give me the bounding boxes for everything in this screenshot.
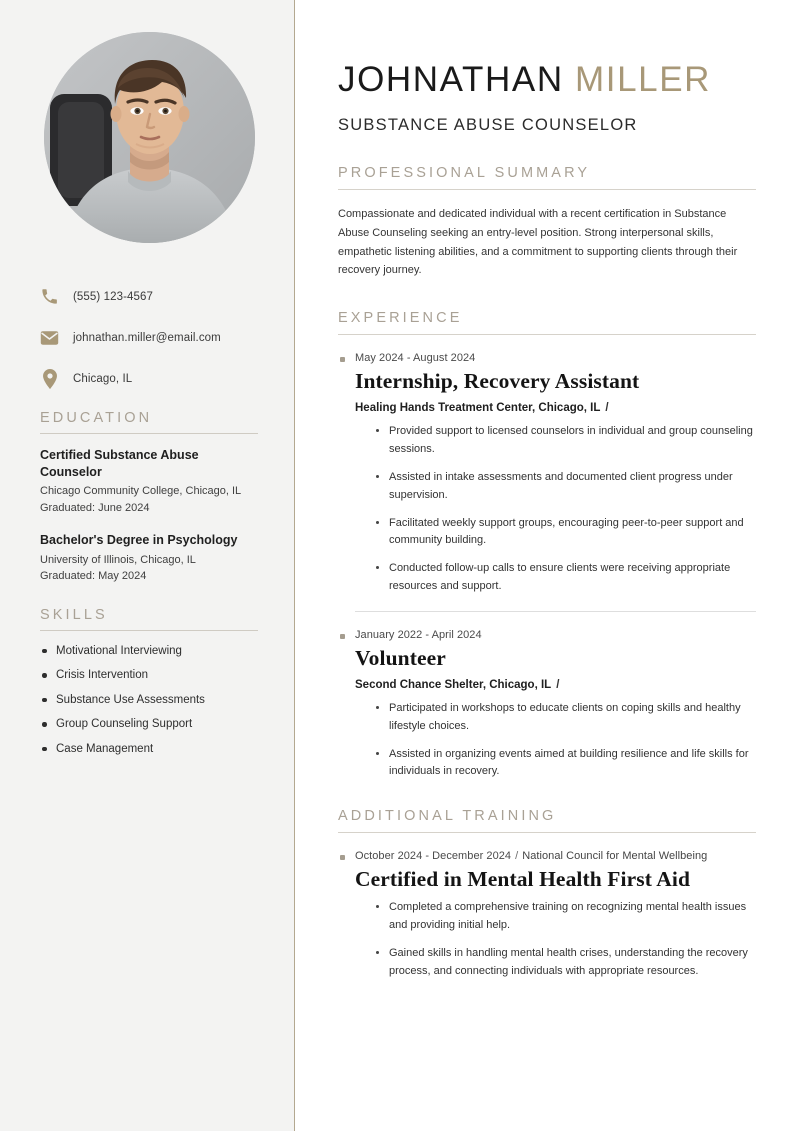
contact-phone[interactable]: [40, 287, 258, 306]
profile-photo-wrap: [40, 32, 258, 243]
contact-list: [40, 287, 258, 388]
contact-email[interactable]: [40, 328, 258, 347]
job-title: SUBSTANCE ABUSE COUNSELOR: [338, 115, 638, 134]
entry-bullets: [376, 700, 756, 781]
training-heading: ADDITIONAL TRAINING: [338, 808, 557, 825]
entry-bullets: [376, 423, 756, 596]
entry-dates: January 2022 - April 2024: [338, 629, 756, 641]
list-item: Substance Use Assessments: [40, 693, 258, 709]
entry-company-slash: /: [556, 678, 560, 691]
entry-company: [355, 402, 756, 414]
profile-photo: [44, 32, 255, 243]
education-section: [40, 410, 258, 585]
skills-heading: SKILLS: [40, 606, 108, 623]
list-item: Group Counseling Support: [40, 717, 258, 733]
education-item: [40, 532, 258, 585]
entry-company-slash: /: [605, 402, 609, 415]
education-item: [40, 447, 258, 516]
envelope-icon: [40, 328, 59, 347]
experience-heading: EXPERIENCE: [338, 310, 463, 327]
entry-title: Certified in Mental Health First Aid: [355, 867, 691, 892]
summary-rule: [338, 189, 756, 190]
education-degree: Certified Substance Abuse Counselor: [40, 448, 199, 479]
entry-divider: [355, 611, 756, 612]
summary-section: [338, 165, 756, 281]
education-rule: [40, 433, 258, 434]
training-entry: [338, 850, 756, 980]
map-pin-icon: [40, 369, 59, 388]
list-item: Conducted follow-up calls to ensure clients were receiving appropriate resources and support.: [376, 560, 756, 596]
training-rule: [338, 832, 756, 833]
list-item: Motivational Interviewing: [40, 644, 258, 660]
contact-location[interactable]: [40, 369, 258, 388]
list-item: Assisted in organizing events aimed at building resilience and life skills for individuals in recovery.: [376, 746, 756, 782]
sidebar: [0, 0, 295, 1131]
education-degree: Bachelor's Degree in Psychology: [40, 533, 238, 548]
experience-rule: [338, 334, 756, 335]
list-item: Gained skills in handling mental health crises, understanding the recovery process, and connecting individuals with appropriate resources.: [376, 945, 756, 981]
entry-title: Internship, Recovery Assistant: [355, 369, 640, 394]
entry-dates: [338, 850, 756, 862]
skills-list: [40, 644, 258, 758]
entry-company-name: Healing Hands Treatment Center, Chicago, IL: [355, 402, 601, 415]
list-item: Assisted in intake assessments and documented client progress under supervision.: [376, 469, 756, 505]
last-name: MILLER: [575, 60, 712, 99]
summary-text: Compassionate and dedicated individual with a recent certification in Substance Abuse Counseling seeking an entry-level position. Strong interpersonal skills, empathetic listening abilities, and a commitment to supporting clients through their recovery journey.: [338, 207, 738, 277]
list-item: Case Management: [40, 742, 258, 758]
first-name: JOHNATHAN: [338, 60, 564, 99]
list-item: Provided support to licensed counselors in individual and group counseling sessions.: [376, 423, 756, 459]
skills-rule: [40, 630, 258, 631]
entry-bullets: [376, 899, 756, 980]
education-heading: EDUCATION: [40, 410, 153, 426]
page-title: [338, 62, 756, 99]
education-school: University of Illinois, Chicago, IL: [40, 553, 196, 566]
entry-title: Volunteer: [355, 645, 446, 670]
experience-entry: [338, 629, 756, 781]
education-graduated: Graduated: May 2024: [40, 570, 147, 583]
skills-section: [40, 607, 258, 758]
training-separator: /: [515, 850, 519, 863]
phone-icon: [40, 287, 59, 306]
experience-entry: [338, 352, 756, 612]
email-value: johnathan.miller@email.com: [73, 331, 221, 344]
training-section: [338, 808, 756, 980]
education-graduated: Graduated: June 2024: [40, 501, 150, 514]
list-item: Crisis Intervention: [40, 668, 258, 684]
summary-heading: PROFESSIONAL SUMMARY: [338, 164, 591, 181]
list-item: Facilitated weekly support groups, encouraging peer-to-peer support and community building.: [376, 515, 756, 551]
list-item: Participated in workshops to educate clients on coping skills and healthy lifestyle choices.: [376, 700, 756, 736]
training-dates: October 2024 - December 2024: [355, 850, 512, 863]
list-item: Completed a comprehensive training on recognizing mental health issues and providing initial help.: [376, 899, 756, 935]
entry-company-name: Second Chance Shelter, Chicago, IL: [355, 678, 552, 691]
training-organization: National Council for Mental Wellbeing: [522, 850, 708, 863]
experience-section: [338, 310, 756, 781]
entry-company: [355, 679, 756, 691]
phone-value: (555) 123-4567: [73, 290, 154, 303]
main-column: [295, 0, 800, 1131]
entry-dates: May 2024 - August 2024: [338, 352, 756, 364]
location-value: Chicago, IL: [73, 372, 133, 385]
education-school: Chicago Community College, Chicago, IL: [40, 485, 242, 498]
